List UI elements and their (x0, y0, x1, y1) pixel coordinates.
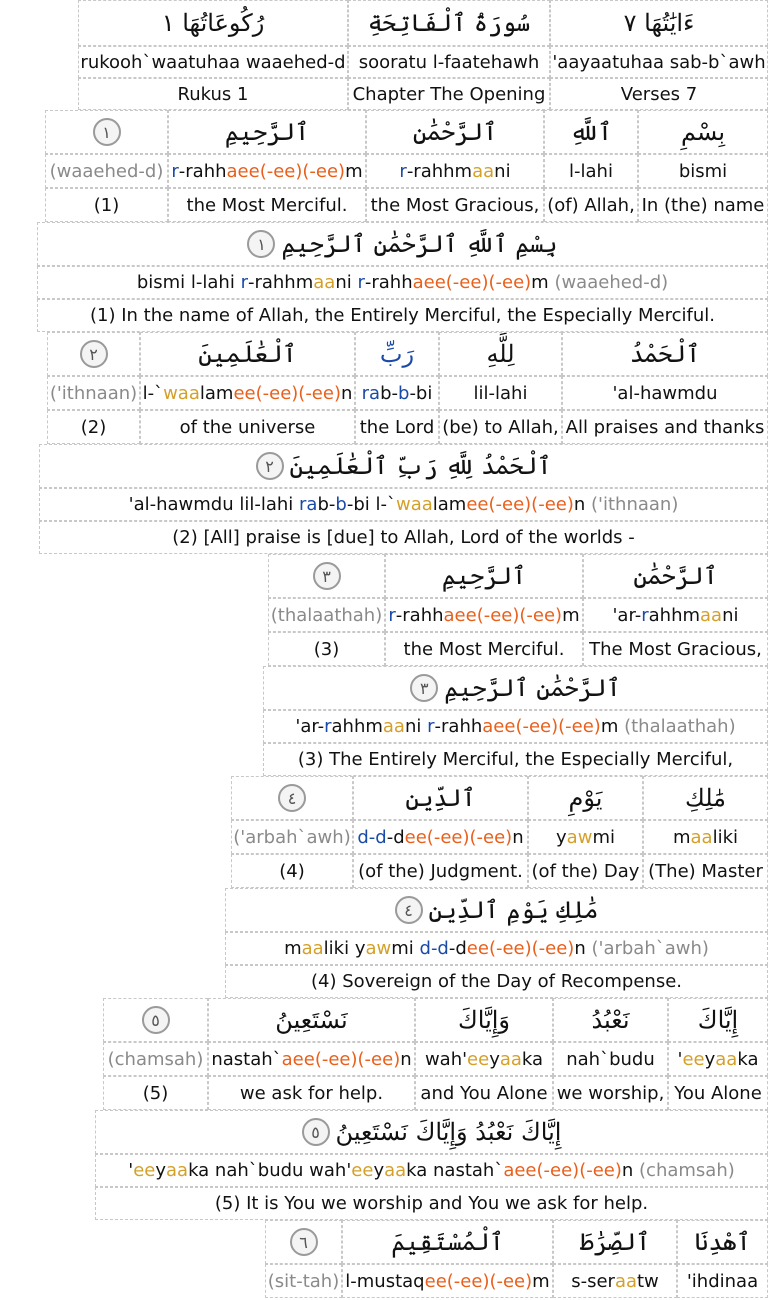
word-arabic: ٱلرَّحِيمِ (441, 562, 527, 590)
word-column[interactable] (553, 998, 668, 1110)
word-english: and You Alone (415, 1076, 553, 1110)
word-english: the Lord (355, 410, 439, 444)
word-english: (of) Allah, (544, 188, 638, 222)
word-column[interactable]: ٱلرَّحْمَٰنِ r -rahhm aa ni the Most Gracious, (366, 110, 544, 222)
verse-4-words (231, 776, 768, 888)
word-column[interactable]: ٱلدِّينِ d-d -d ee(-ee)(-ee) n (of the) Judgment. (353, 776, 528, 888)
verse-arabic-line (37, 222, 768, 266)
word-column[interactable]: يَوْمِ y aw mi (of the) Day (528, 776, 643, 888)
word-transliteration: nah`budu (553, 1042, 668, 1076)
word-column[interactable] (638, 110, 768, 222)
verse-number-badge: ٢ (80, 340, 108, 368)
verse-english-line: (2) [All] praise is [due] to Allah, Lord of the worlds - (39, 521, 768, 554)
verse-number-badge: ٣ (410, 674, 438, 702)
word-arabic: نَسْتَعِينُ (275, 1006, 348, 1034)
verse-arabic-text: بِسْمِ ٱللَّهِ ٱلرَّحْمَٰنِ ٱلرَّحِيمِ (281, 230, 558, 258)
verse-number-badge: ٣ (313, 562, 341, 590)
verse-english-line: (5) It is You we worship and You we ask for help. (95, 1187, 768, 1220)
rukus-english: Rukus 1 (78, 78, 348, 110)
word-arabic: ٱلصِّرَٰطَ (579, 1228, 651, 1256)
word-english: the Most Merciful. (385, 632, 583, 666)
verse-transliteration-line: bismi l-lahi r -rahhm aa ni r -rahh aee(-ee)(-ee) m (waaehed-d) (37, 266, 768, 299)
verse-6-words (265, 1220, 768, 1300)
verse-number-badge: ١ (247, 230, 275, 258)
rukus-arabic: رُكُوعَاتُهَا ١ (78, 0, 348, 46)
word-transliteration: 'al-hawmdu (562, 376, 768, 410)
word-english: we worship, (553, 1076, 668, 1110)
verse-number-column (45, 110, 168, 222)
word-arabic: نَعْبُدُ (591, 1006, 630, 1034)
word-english: (of the) Day (528, 854, 643, 888)
word-column[interactable]: ٱلصِّرَٰطَ s-ser aa tw (553, 1220, 677, 1300)
word-transliteration: 'ihdinaa (677, 1264, 768, 1298)
word-transliteration: bismi (638, 154, 768, 188)
word-column[interactable] (544, 110, 638, 222)
verse-number-transliteration: (thalaathah) (624, 716, 736, 737)
verse-number-transliteration: ('ithnaan) (47, 376, 140, 410)
verse-number-transliteration: ('ithnaan) (591, 494, 679, 515)
verse-number-transliteration: (thalaathah) (268, 598, 385, 632)
verse-number-transliteration: (waaehed-d) (45, 154, 168, 188)
word-arabic: ٱلْمُسْتَقِيمَ (391, 1228, 504, 1256)
verse-transliteration-line: ' ee y aa ka nah`budu wah' ee y aa ka nastah` aee(-ee)(-ee) n (chamsah) (95, 1154, 768, 1187)
word-arabic: مَٰلِكِ (684, 784, 727, 812)
verse-number-badge: ١ (93, 118, 121, 146)
verse-number-transliteration: (waaehed-d) (554, 272, 669, 293)
verse-english-line: (1) In the name of Allah, the Entirely Merciful, the Especially Merciful. (37, 299, 768, 332)
verse-5-words (103, 998, 768, 1110)
word-arabic: ٱلْعَٰلَمِينَ (198, 340, 297, 368)
verse-number-transliteration: ('arbah`awh) (231, 820, 353, 854)
verse-number-english: (1) (45, 188, 168, 222)
word-arabic: ٱلرَّحْمَٰنِ (633, 562, 718, 590)
word-arabic: يَوْمِ (568, 784, 603, 812)
verse-number-english: (4) (231, 854, 353, 888)
word-arabic: بِسْمِ (680, 118, 726, 146)
ayat-transliteration: 'aayaatuhaa sab-b`awh (550, 46, 768, 78)
surah-english: Chapter The Opening (348, 78, 550, 110)
word-column[interactable]: ٱلْعَٰلَمِينَ l-` waa lam ee(-ee)(-ee) n of the universe (140, 332, 355, 444)
word-column[interactable]: إِيَّاكَ ' ee y aa ka You Alone (668, 998, 768, 1110)
word-column[interactable]: وَإِيَّاكَ wah' ee y aa ka and You Alone (415, 998, 553, 1110)
verse-arabic-text: مَٰلِكِ يَوْمِ ٱلدِّينِ (428, 896, 599, 924)
word-arabic: ٱلرَّحْمَٰنِ (412, 118, 498, 146)
verse-5-full (95, 1110, 768, 1220)
word-english: the Most Gracious, (366, 188, 544, 222)
word-english: of the universe (140, 410, 355, 444)
rukus-transliteration: rukooh`waatuhaa waaehed-d (78, 46, 348, 78)
word-column[interactable]: ٱلرَّحِيمِ r -rahh aee(-ee)(-ee) m the Most Merciful. (168, 110, 366, 222)
word-column[interactable]: ٱلرَّحْمَٰنِ 'ar- r ahhm aa ni The Most Gracious, (583, 554, 768, 666)
surah-header (78, 0, 768, 110)
verse-number-badge: ٥ (142, 1006, 170, 1034)
word-arabic: ٱهْدِنَا (694, 1228, 751, 1256)
verse-number-transliteration: ('arbah`awh) (591, 938, 709, 959)
verse-number-badge: ٢ (256, 452, 284, 480)
word-english: You Alone (668, 1076, 768, 1110)
verse-number-badge: ٤ (278, 784, 306, 812)
verse-number-english: (2) (47, 410, 140, 444)
verse-number-english: (5) (103, 1076, 208, 1110)
ayat-english: Verses 7 (550, 78, 768, 110)
word-transliteration: l-lahi (544, 154, 638, 188)
verse-arabic-text: إِيَّاكَ نَعْبُدُ وَإِيَّاكَ نَسْتَعِينُ (335, 1118, 562, 1146)
verse-3-words (268, 554, 768, 666)
word-arabic: ٱللَّهِ (569, 118, 613, 146)
ayat-arabic: ءَايَٰتُهَا ٧ (550, 0, 768, 46)
word-column[interactable]: ٱلْمُسْتَقِيمَ l-mustaq ee(-ee)(-ee) m (342, 1220, 553, 1300)
word-column[interactable] (562, 332, 768, 444)
word-english: The Most Gracious, (583, 632, 768, 666)
verse-1-full (37, 222, 768, 332)
word-arabic: لِلَّهِ (486, 340, 515, 368)
verse-transliteration-line: m aa liki y aw mi d-d -d ee(-ee)(-ee) n ('arbah`awh) (225, 932, 768, 965)
verse-2-words (47, 332, 768, 444)
verse-1-words (45, 110, 768, 222)
verse-number-badge: ٤ (395, 896, 423, 924)
surah-transliteration: sooratu l-faatehawh (348, 46, 550, 78)
word-english: we ask for help. (208, 1076, 415, 1110)
word-transliteration: lil-lahi (439, 376, 562, 410)
verse-number-badge: ٦ (290, 1228, 318, 1256)
verse-number-badge: ٥ (302, 1118, 330, 1146)
word-column[interactable] (439, 332, 562, 444)
word-english: In (the) name (638, 188, 768, 222)
verse-transliteration-line: 'ar- r ahhm aa ni r -rahh aee(-ee)(-ee) m (thalaathah) (263, 710, 768, 743)
verse-number-transliteration: (chamsah) (639, 1160, 735, 1181)
word-column[interactable]: نَسْتَعِينُ nastah` aee(-ee)(-ee) n we ask for help. (208, 998, 415, 1110)
verse-english-line: (3) The Entirely Merciful, the Especially Merciful, (263, 743, 768, 776)
word-column[interactable] (677, 1220, 768, 1300)
word-column[interactable]: مَٰلِكِ m aa liki (The) Master (643, 776, 768, 888)
word-english: (The) Master (643, 854, 768, 888)
word-english: (of the) Judgment. (353, 854, 528, 888)
verse-3-full (263, 666, 768, 776)
word-arabic: ٱلرَّحِيمِ (224, 118, 310, 146)
verse-number-transliteration: (chamsah) (103, 1042, 208, 1076)
word-arabic: ٱلدِّينِ (405, 784, 476, 812)
verse-number-english: (3) (268, 632, 385, 666)
verse-4-full (225, 888, 768, 998)
verse-2-full (39, 444, 768, 554)
surah-arabic: سُورَةُ ٱلْفَاتِحَةِ (348, 0, 550, 46)
word-arabic: رَبِّ (379, 340, 415, 368)
word-english: (be) to Allah, (439, 410, 562, 444)
verse-number-transliteration: (sit-tah) (265, 1264, 342, 1298)
word-column[interactable]: ٱلرَّحِيمِ r -rahh aee(-ee)(-ee) m the Most Merciful. (385, 554, 583, 666)
verse-transliteration-line: 'al-hawmdu lil-lahi ra b- b -bi l-` waa lam ee(-ee)(-ee) n ('ithnaan) (39, 488, 768, 521)
word-english: the Most Merciful. (168, 188, 366, 222)
verse-english-line: (4) Sovereign of the Day of Recompense. (225, 965, 768, 998)
word-arabic: وَإِيَّاكَ (457, 1006, 511, 1034)
word-english: All praises and thanks (562, 410, 768, 444)
verse-arabic-text: ٱلْحَمْدُ لِلَّهِ رَبِّ ٱلْعَٰلَمِينَ (289, 452, 552, 480)
word-column[interactable]: رَبِّ ra b- b -bi the Lord (355, 332, 439, 444)
word-arabic: ٱلْحَمْدُ (629, 340, 701, 368)
word-arabic: إِيَّاكَ (697, 1006, 739, 1034)
verse-arabic-text: ٱلرَّحْمَٰنِ ٱلرَّحِيمِ (444, 674, 621, 702)
